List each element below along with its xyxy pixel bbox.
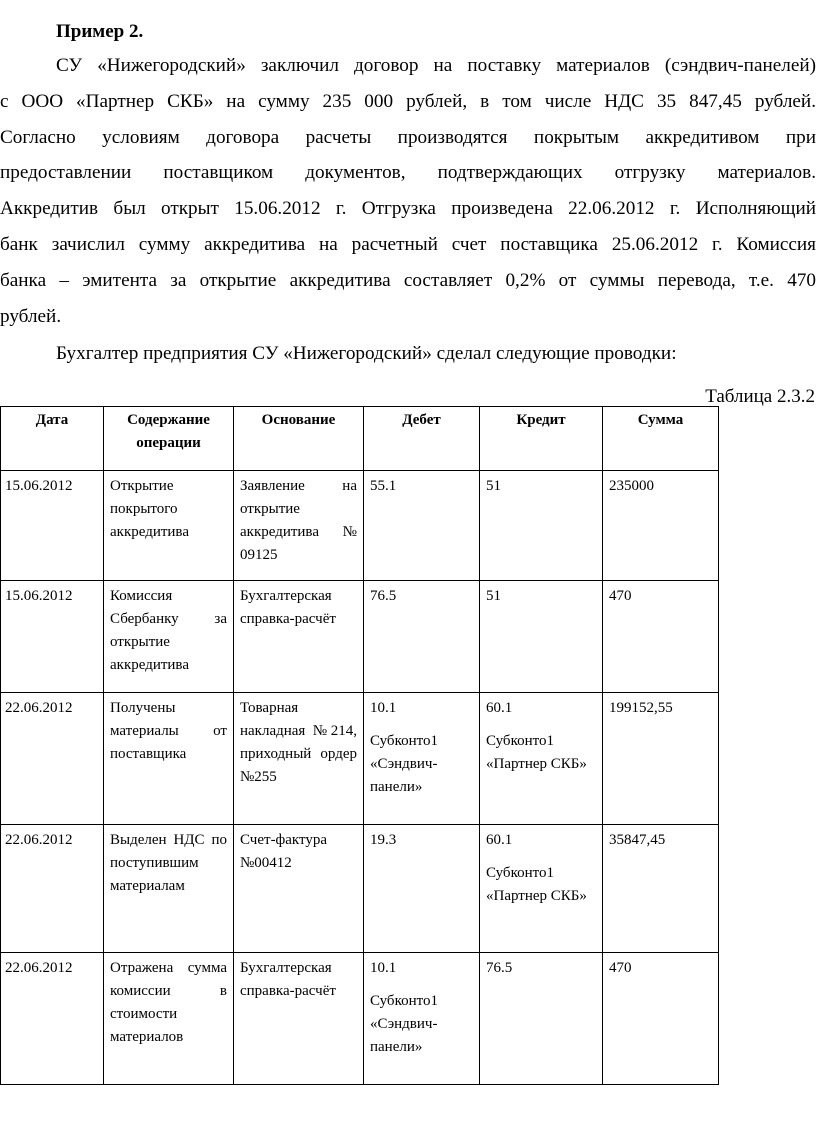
- cell-amount: 470: [603, 581, 719, 693]
- cell-basis: Бухгалтерская справка-расчёт: [234, 953, 364, 1085]
- header-credit: Кредит: [480, 407, 603, 471]
- cell-basis: Счет-фактура №00412: [234, 825, 364, 953]
- header-date: Дата: [1, 407, 104, 471]
- credit-account: 76.5: [486, 960, 513, 976]
- paragraph-line: с ООО «Партнер СКБ» на сумму 235 000 рублей, в том числе НДС 35 847,45 рублей.: [0, 90, 816, 112]
- paragraph-line: Согласно условиям договора расчеты производятся покрытым аккредитивом при: [0, 126, 816, 148]
- cell-amount: 470: [603, 953, 719, 1085]
- cell-basis: Товарная накладная №214, приходный ордер №255: [234, 693, 364, 825]
- table-caption: Таблица 2.3.2: [705, 386, 815, 407]
- header-debit: Дебет: [364, 407, 480, 471]
- cell-debit: [364, 693, 480, 825]
- table-row: [1, 471, 719, 581]
- header-basis: Основание: [234, 407, 364, 471]
- credit-account: 51: [486, 478, 501, 494]
- cell-date: 15.06.2012: [1, 471, 104, 581]
- header-amount: Сумма: [603, 407, 719, 471]
- debit-subconto: Субконто1 «Сэндвич-панели»: [370, 733, 438, 795]
- debit-account: 19.3: [370, 832, 397, 848]
- cell-amount: 35847,45: [603, 825, 719, 953]
- table-row: [1, 581, 719, 693]
- debit-account: 76.5: [370, 588, 397, 604]
- table-row: [1, 953, 719, 1085]
- header-operation: Содержание операции: [104, 407, 234, 471]
- cell-operation: Открытие покрытого аккредитива: [104, 471, 234, 581]
- credit-subconto: Субконто1 «Партнер СКБ»: [486, 733, 587, 772]
- cell-debit: [364, 471, 480, 581]
- credit-account: 60.1: [486, 832, 513, 848]
- debit-account: 55.1: [370, 478, 397, 494]
- cell-credit: [480, 581, 603, 693]
- paragraph-line: банк зачислил сумму аккредитива на расчетный счет поставщика 25.06.2012 г. Комиссия: [0, 233, 816, 255]
- cell-date: 22.06.2012: [1, 825, 104, 953]
- table-row: [1, 825, 719, 953]
- cell-operation: Получены материалы от поставщика: [104, 693, 234, 825]
- postings-table: [0, 406, 719, 1085]
- postings-intro-paragraph: [0, 336, 816, 372]
- cell-credit: [480, 693, 603, 825]
- cell-debit: [364, 953, 480, 1085]
- cell-date: 15.06.2012: [1, 581, 104, 693]
- cell-amount: 235000: [603, 471, 719, 581]
- cell-date: 22.06.2012: [1, 953, 104, 1085]
- cell-credit: [480, 953, 603, 1085]
- paragraph-line: Аккредитив был открыт 15.06.2012 г. Отгрузка произведена 22.06.2012 г. Исполняющий: [0, 198, 816, 220]
- paragraph-line: СУ «Нижегородский» заключил договор на поставку материалов (сэндвич-панелей): [56, 55, 816, 76]
- paragraph-line: Бухгалтер предприятия СУ «Нижегородский» сделал следующие проводки:: [56, 343, 677, 364]
- example-heading: Пример 2.: [56, 21, 144, 42]
- debit-account: 10.1: [370, 960, 397, 976]
- cell-date: 22.06.2012: [1, 693, 104, 825]
- paragraph-line: предоставлении поставщиком документов, подтверждающих отгрузку материалов.: [0, 162, 816, 184]
- credit-account: 51: [486, 588, 501, 604]
- intro-paragraph: [0, 48, 816, 334]
- debit-subconto: Субконто1 «Сэндвич-панели»: [370, 993, 438, 1055]
- table-header-row: [1, 407, 719, 471]
- cell-credit: [480, 825, 603, 953]
- paragraph-line: рублей.: [0, 305, 62, 327]
- cell-basis: Заявление на открытие аккредитива № 09125: [234, 471, 364, 581]
- credit-account: 60.1: [486, 700, 513, 716]
- cell-basis: Бухгалтерская справка-расчёт: [234, 581, 364, 693]
- cell-amount: 199152,55: [603, 693, 719, 825]
- cell-credit: [480, 471, 603, 581]
- credit-subconto: Субконто1 «Партнер СКБ»: [486, 865, 587, 904]
- cell-operation: Комиссия Сбербанку за открытие аккредитива: [104, 581, 234, 693]
- cell-operation: Отражена сумма комиссии в стоимости материалов: [104, 953, 234, 1085]
- cell-debit: [364, 825, 480, 953]
- cell-operation: Выделен НДС по поступившим материалам: [104, 825, 234, 953]
- paragraph-line: банка – эмитента за открытие аккредитива составляет 0,2% от суммы перевода, т.е. 470: [0, 269, 816, 291]
- debit-account: 10.1: [370, 700, 397, 716]
- cell-debit: [364, 581, 480, 693]
- table-row: [1, 693, 719, 825]
